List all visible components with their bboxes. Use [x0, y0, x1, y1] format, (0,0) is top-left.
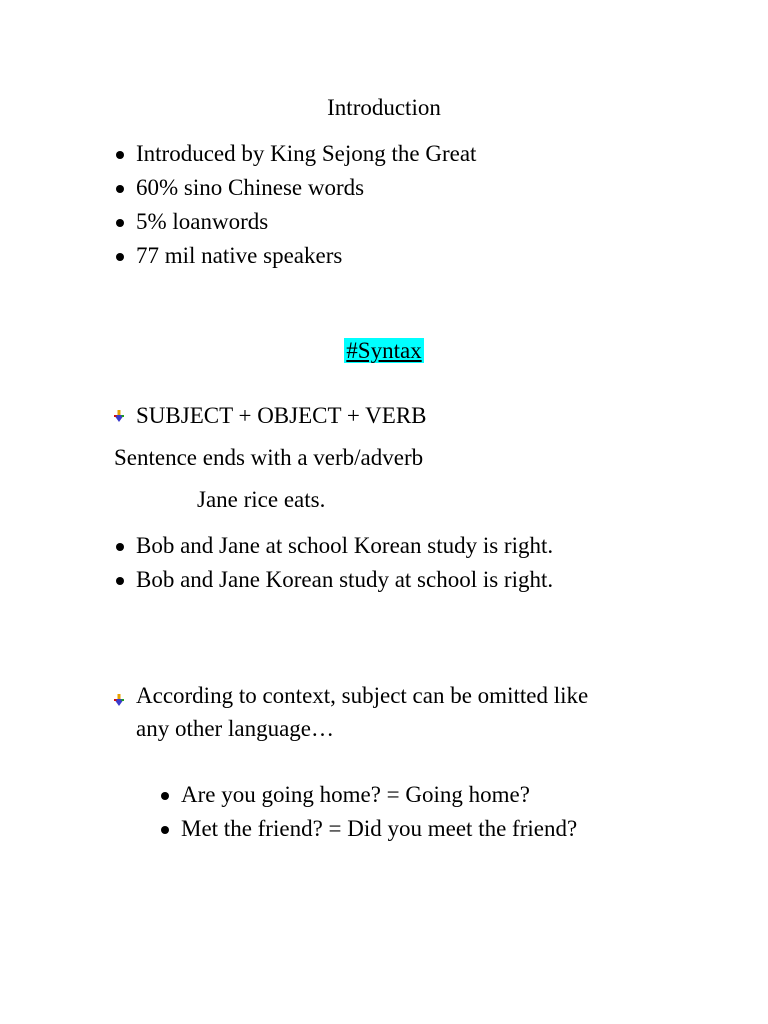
list-item: 77 mil native speakers — [136, 239, 476, 273]
bullet-icon — [116, 543, 124, 551]
list-item: Introduced by King Sejong the Great — [136, 137, 476, 171]
syntax-heading — [0, 336, 768, 366]
introduction-list — [136, 137, 476, 273]
omission-note-line1: According to context, subject can be omitted like — [136, 683, 589, 708]
bullet-icon — [116, 151, 124, 159]
list-item: Bob and Jane Korean study at school is right. — [136, 563, 553, 597]
omission-example-list — [181, 778, 577, 846]
bullet-icon — [161, 826, 169, 834]
word-order-line: SUBJECT + OBJECT + VERB — [136, 403, 427, 428]
list-item: Bob and Jane at school Korean study is right. — [136, 529, 553, 563]
list-item: Are you going home? = Going home? — [181, 778, 577, 812]
colored-down-arrow-bullet-icon — [114, 694, 124, 706]
list-item: 60% sino Chinese words — [136, 171, 476, 205]
bullet-icon — [116, 253, 124, 261]
bullet-icon — [116, 219, 124, 227]
colored-down-arrow-bullet-icon — [114, 410, 124, 422]
syntax-rule: Sentence ends with a verb/adverb — [114, 445, 424, 470]
bullet-icon — [116, 577, 124, 585]
syntax-example: Jane rice eats. — [197, 487, 326, 512]
list-item: 5% loanwords — [136, 205, 476, 239]
omission-note-line2: any other language… — [136, 716, 334, 741]
introduction-heading — [0, 93, 768, 123]
bullet-icon — [116, 185, 124, 193]
bullet-icon — [161, 792, 169, 800]
syntax-title: #Syntax — [346, 338, 422, 363]
list-item: Met the friend? = Did you meet the friend? — [181, 812, 577, 846]
example-list — [136, 529, 553, 597]
introduction-title: Introduction — [327, 95, 441, 120]
